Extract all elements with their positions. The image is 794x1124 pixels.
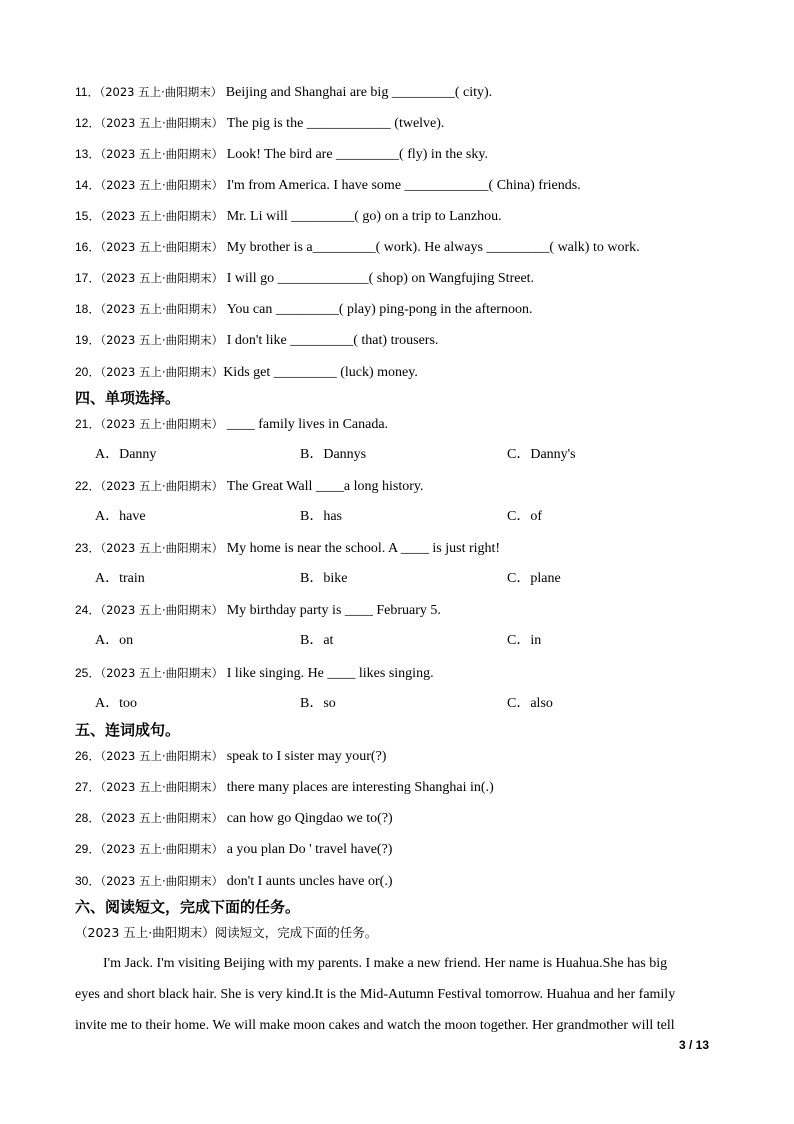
question-21: 21．（2023 五上·曲阳期末） ____ family lives in Canada. xyxy=(75,417,389,432)
question-16: 16．（2023 五上·曲阳期末） My brother is a_________( work). He always _________( walk) to work. xyxy=(75,240,640,255)
question-13: 13．（2023 五上·曲阳期末） Look! The bird are _________( fly) in the sky. xyxy=(75,147,488,162)
question-30: 30．（2023 五上·曲阳期末） don't I aunts uncles have or(.) xyxy=(75,874,393,889)
option-22-a: A．have xyxy=(95,509,146,524)
option-24-b: B．at xyxy=(300,633,334,648)
option-23-b: B．bike xyxy=(300,571,348,586)
option-25-c: C．also xyxy=(507,696,553,711)
question-29: 29．（2023 五上·曲阳期末） a you plan Do ' travel have(?) xyxy=(75,842,393,857)
option-24-a: A．on xyxy=(95,633,134,648)
option-25-b: B．so xyxy=(300,696,336,711)
option-22-b: B．has xyxy=(300,509,342,524)
question-11: 11．（2023 五上·曲阳期末） Beijing and Shanghai are big _________( city). xyxy=(75,85,493,100)
option-25-a: A．too xyxy=(95,696,137,711)
question-12: 12．（2023 五上·曲阳期末） The pig is the ____________ (twelve). xyxy=(75,116,445,131)
question-27: 27．（2023 五上·曲阳期末） there many places are interesting Shanghai in(.) xyxy=(75,780,494,795)
option-21-b: B．Dannys xyxy=(300,447,367,462)
question-23: 23．（2023 五上·曲阳期末） My home is near the school. A ____ is just right! xyxy=(75,541,501,556)
question-15: 15．（2023 五上·曲阳期末） Mr. Li will _________( go) on a trip to Lanzhou. xyxy=(75,209,502,224)
option-21-c: C．Danny's xyxy=(507,447,576,462)
passage-line-2: eyes and short black hair. She is very kind.It is the Mid-Autumn Festival tomorrow. Huahua and her family xyxy=(75,987,676,1002)
question-25: 25．（2023 五上·曲阳期末） I like singing. He ____ likes singing. xyxy=(75,666,434,681)
option-24-c: C．in xyxy=(507,633,542,648)
section-heading-5: 五、连词成句。 xyxy=(75,721,181,739)
question-22: 22．（2023 五上·曲阳期末） The Great Wall ____a long history. xyxy=(75,479,424,494)
section-heading-4: 四、单项选择。 xyxy=(75,389,181,407)
question-26: 26．（2023 五上·曲阳期末） speak to I sister may your(?) xyxy=(75,749,387,764)
passage-line-1: I'm Jack. I'm visiting Beijing with my parents. I make a new friend. Her name is Huahua.She has big xyxy=(103,956,668,971)
reading-intro: （2023 五上·曲阳期末）阅读短文，完成下面的任务。 xyxy=(75,925,378,940)
option-22-c: C．of xyxy=(507,509,542,524)
option-23-a: A．train xyxy=(95,571,145,586)
page-number: 3 / 13 xyxy=(679,1038,710,1052)
option-21-a: A．Danny xyxy=(95,447,157,462)
question-28: 28．（2023 五上·曲阳期末） can how go Qingdao we to(?) xyxy=(75,811,393,826)
section-heading-6: 六、阅读短文，完成下面的任务。 xyxy=(75,898,301,916)
question-24: 24．（2023 五上·曲阳期末） My birthday party is ____ February 5. xyxy=(75,603,441,618)
question-18: 18．（2023 五上·曲阳期末） You can _________( play) ping-pong in the afternoon. xyxy=(75,302,533,317)
question-20: 20．（2023 五上·曲阳期末）Kids get _________ (luck) money. xyxy=(75,365,418,380)
passage-line-3: invite me to their home. We will make moon cakes and watch the moon together. Her grandmother will tell xyxy=(75,1018,675,1033)
option-23-c: C．plane xyxy=(507,571,561,586)
question-14: 14．（2023 五上·曲阳期末） I'm from America. I have some ____________( China) friends. xyxy=(75,178,581,193)
question-17: 17．（2023 五上·曲阳期末） I will go _____________( shop) on Wangfujing Street. xyxy=(75,271,535,286)
question-19: 19．（2023 五上·曲阳期末） I don't like _________( that) trousers. xyxy=(75,333,439,348)
